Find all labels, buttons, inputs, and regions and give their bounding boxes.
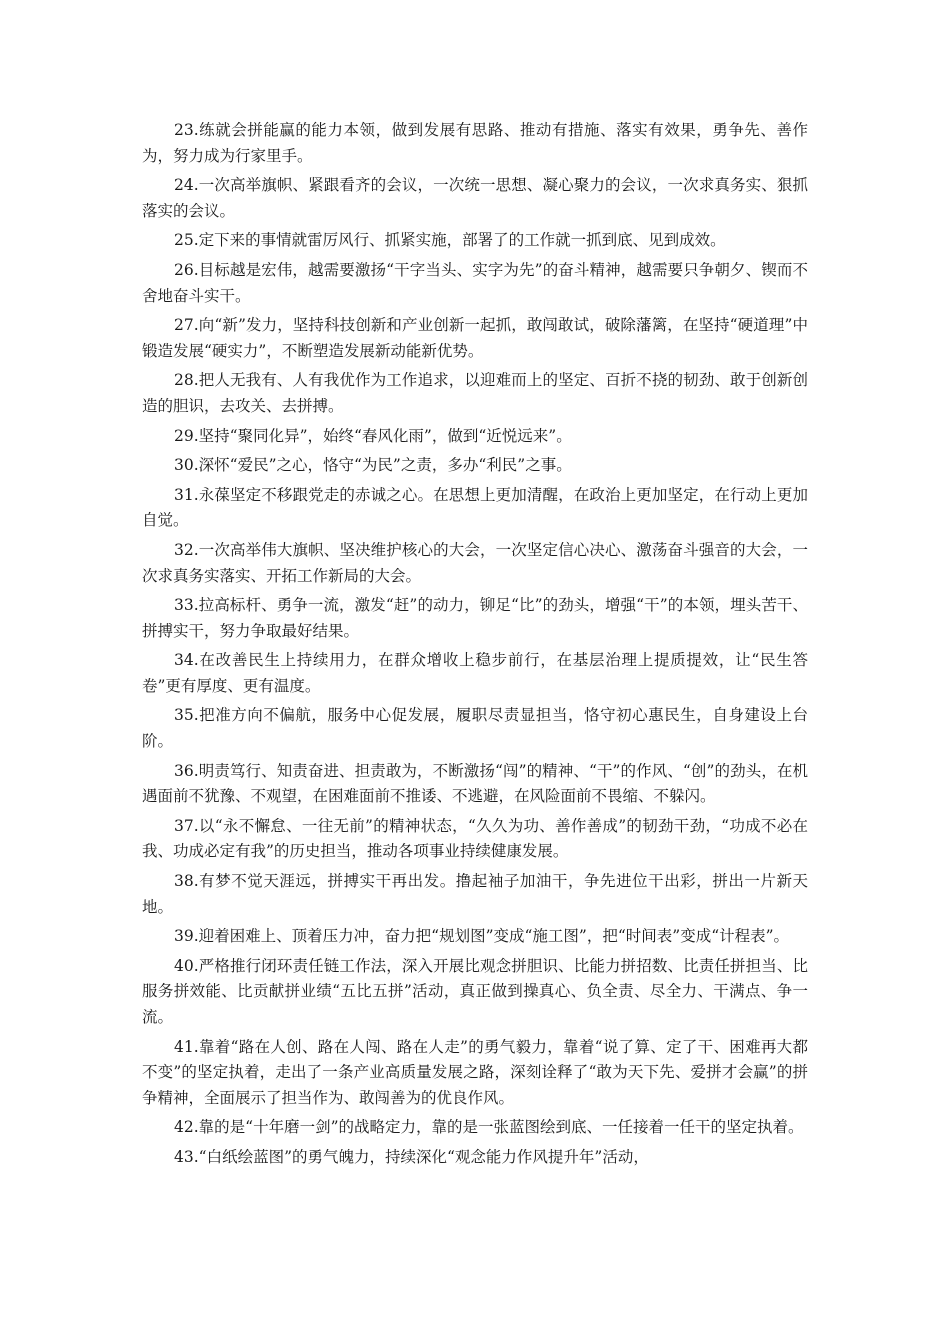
paragraph-29: 29.坚持“聚同化异”，始终“春风化雨”，做到“近悦远来”。 (174, 426, 572, 445)
document-page (142, 118, 808, 1175)
paragraph-31: 31.永葆坚定不移跟党走的赤诚之心。在思想上更加清醒，在政治上更加坚定，在行动上更加自觉。 (142, 485, 808, 530)
paragraph-23: 23.练就会拼能赢的能力本领，做到发展有思路、推动有措施、落实有效果，勇争先、善作为，努力成为行家里手。 (142, 121, 808, 165)
paragraph-40: 40.严格推行闭环责任链工作法，深入开展比观念拼胆识、比能力拼招数、比责任拼担当、比服务拼效能、比贡献拼业绩“五比五拼”活动，真正做到操真心、负全责、尽全力、干满点、争一流。 (142, 956, 808, 1026)
paragraph-27: 27.向“新”发力，坚持科技创新和产业创新一起抓，敢闯敢试，破除藩篱，在坚持“硬道理”中锻造发展“硬实力”，不断塑造发展新动能新优势。 (142, 316, 808, 360)
paragraph-32: 32.一次高举伟大旗帜、坚决维护核心的大会，一次坚定信心决心、激荡奋斗强音的大会，一次求真务实落实、开拓工作新局的大会。 (142, 540, 808, 585)
paragraph-26: 26.目标越是宏伟，越需要激扬“干字当头、实字为先”的奋斗精神，越需要只争朝夕、锲而不舍地奋斗实干。 (142, 260, 808, 305)
paragraph-30: 30.深怀“爱民”之心，恪守“为民”之责，多办“利民”之事。 (174, 456, 572, 475)
paragraph-24: 24.一次高举旗帜、紧跟看齐的会议，一次统一思想、凝心聚力的会议，一次求真务实、狠抓落实的会议。 (142, 176, 808, 220)
paragraph-42: 42.靠的是“十年磨一剑”的战略定力，靠的是一张蓝图绘到底、一任接着一任干的坚定执着。 (174, 1118, 804, 1137)
paragraph-28: 28.把人无我有、人有我优作为工作追求，以迎难而上的坚定、百折不挠的韧劲、敢于创新创造的胆识，去攻关、去拼搏。 (142, 371, 808, 415)
paragraph-39: 39.迎着困难上、顶着压力冲，奋力把“规划图”变成“施工图”，把“时间表”变成“计程表”。 (174, 927, 790, 946)
paragraph-38: 38.有梦不觉天涯远，拼搏实干再出发。撸起袖子加油干，争先进位干出彩，拼出一片新天地。 (142, 872, 808, 916)
paragraph-37: 37.以“永不懈怠、一往无前”的精神状态，“久久为功、善作善成”的韧劲干劲，“功成不必在我、功成必定有我”的历史担当，推动各项事业持续健康发展。 (142, 816, 808, 861)
paragraph-25: 25.定下来的事情就雷厉风行、抓紧实施，部署了的工作就一抓到底、见到成效。 (174, 231, 726, 250)
paragraph-33: 33.拉高标杆、勇争一流，激发“赶”的动力，铆足“比”的劲头，增强“干”的本领，埋头苦干、拼搏实干，努力争取最好结果。 (142, 596, 808, 640)
paragraph-34: 34.在改善民生上持续用力，在群众增收上稳步前行，在基层治理上提质提效，让“民生答卷”更有厚度、更有温度。 (142, 651, 808, 695)
paragraph-35: 35.把准方向不偏航，服务中心促发展，履职尽责显担当，恪守初心惠民生，自身建设上台阶。 (142, 706, 808, 751)
paragraph-41: 41.靠着“路在人创、路在人闯、路在人走”的勇气毅力，靠着“说了算、定了干、困难再大都不变”的坚定执着，走出了一条产业高质量发展之路，深刻诠释了“敢为天下先、爱拼才会赢”的拼争精神，全面展示了担当作为、敢闯善为的优良作风。 (142, 1037, 808, 1107)
paragraph-43: 43.“白纸绘蓝图”的勇气魄力，持续深化“观念能力作风提升年”活动， (174, 1147, 649, 1166)
paragraph-36: 36.明责笃行、知责奋进、担责敢为，不断激扬“闯”的精神、“干”的作风、“创”的劲头，在机遇面前不犹豫、不观望，在困难面前不推诿、不逃避，在风险面前不畏缩、不躲闪。 (142, 761, 808, 806)
